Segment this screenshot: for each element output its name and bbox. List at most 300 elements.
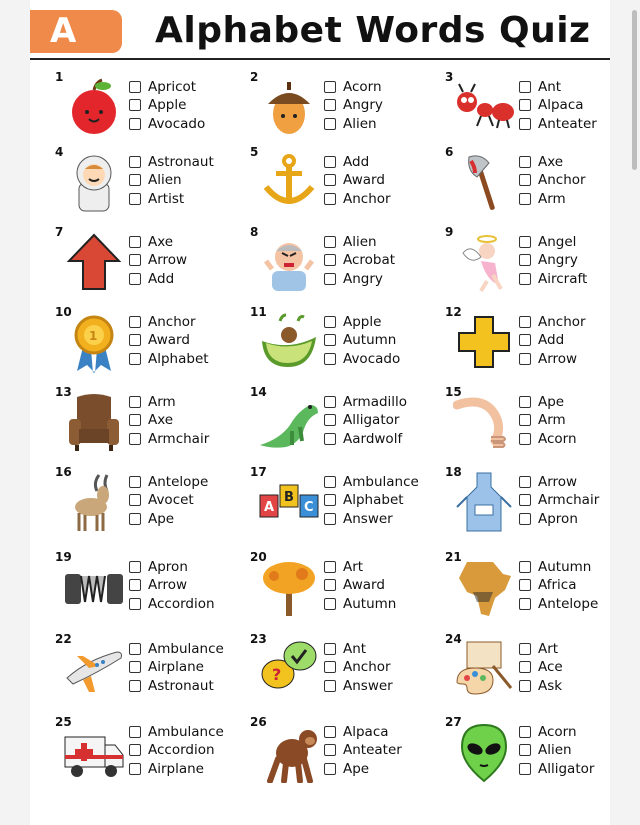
option-label: Anchor bbox=[343, 659, 391, 676]
answer-options bbox=[129, 393, 209, 448]
checkbox[interactable] bbox=[324, 726, 336, 738]
option-label: Avocado bbox=[343, 350, 401, 367]
quiz-item bbox=[445, 145, 635, 225]
answer-option[interactable] bbox=[519, 658, 563, 676]
checkbox[interactable] bbox=[324, 513, 336, 525]
checkbox[interactable] bbox=[519, 353, 531, 365]
svg-text:1: 1 bbox=[89, 329, 98, 343]
answer-option[interactable] bbox=[129, 331, 209, 349]
angel-icon bbox=[453, 231, 515, 293]
option-label: Ambulance bbox=[343, 474, 419, 491]
quiz-item bbox=[55, 550, 245, 630]
checkbox[interactable] bbox=[129, 643, 141, 655]
answer-option[interactable] bbox=[519, 190, 586, 208]
answer-option[interactable] bbox=[129, 350, 209, 368]
svg-text:A: A bbox=[264, 500, 275, 515]
checkbox[interactable] bbox=[519, 396, 531, 408]
answer-option[interactable] bbox=[519, 153, 586, 171]
item-number: 17 bbox=[250, 465, 267, 479]
answer-options bbox=[129, 723, 224, 778]
option-label: Arrow bbox=[148, 252, 188, 269]
answer-options bbox=[324, 640, 393, 695]
quiz-item bbox=[250, 305, 440, 385]
alien-icon bbox=[453, 721, 515, 783]
axe-icon bbox=[453, 151, 515, 213]
quiz-item bbox=[445, 305, 635, 385]
checkbox[interactable] bbox=[129, 726, 141, 738]
answer-option[interactable] bbox=[324, 760, 402, 778]
checkbox[interactable] bbox=[324, 236, 336, 248]
answer-option[interactable] bbox=[324, 96, 383, 114]
option-label: Ace bbox=[538, 659, 563, 676]
checkbox[interactable] bbox=[324, 433, 336, 445]
answer-option[interactable] bbox=[519, 171, 586, 189]
checkbox[interactable] bbox=[129, 118, 141, 130]
answer-option[interactable] bbox=[519, 411, 577, 429]
option-label: Anchor bbox=[538, 314, 586, 331]
letter-badge bbox=[30, 10, 122, 53]
checkbox[interactable] bbox=[324, 680, 336, 692]
quiz-item bbox=[55, 225, 245, 305]
option-label: Add bbox=[343, 154, 370, 171]
checkbox[interactable] bbox=[519, 81, 531, 93]
answer-option[interactable] bbox=[129, 233, 187, 251]
checkbox[interactable] bbox=[324, 193, 336, 205]
checkbox[interactable] bbox=[129, 316, 141, 328]
checkbox[interactable] bbox=[129, 476, 141, 488]
answer-option[interactable] bbox=[129, 78, 205, 96]
answer-options bbox=[129, 640, 224, 695]
answer-option[interactable] bbox=[519, 510, 599, 528]
checkbox[interactable] bbox=[519, 174, 531, 186]
answer-option[interactable] bbox=[129, 658, 224, 676]
answer-option[interactable] bbox=[129, 115, 205, 133]
option-label: Artist bbox=[148, 190, 185, 207]
checkbox[interactable] bbox=[324, 334, 336, 346]
checkbox[interactable] bbox=[519, 763, 531, 775]
option-label: Ape bbox=[148, 510, 175, 527]
option-label: Ambulance bbox=[148, 641, 224, 658]
option-label: Add bbox=[148, 270, 175, 287]
item-number: 2 bbox=[250, 70, 259, 84]
answer-option[interactable] bbox=[324, 658, 393, 676]
quiz-item bbox=[250, 145, 440, 225]
checkbox[interactable] bbox=[324, 353, 336, 365]
checkbox[interactable] bbox=[129, 763, 141, 775]
option-label: Angel bbox=[538, 234, 577, 251]
checkbox[interactable] bbox=[324, 118, 336, 130]
checkbox[interactable] bbox=[324, 598, 336, 610]
answer-option[interactable] bbox=[519, 760, 594, 778]
option-label: Alien bbox=[343, 234, 377, 251]
option-label: Ask bbox=[538, 677, 563, 694]
answer-option[interactable] bbox=[324, 171, 391, 189]
answer-option[interactable] bbox=[324, 153, 391, 171]
quiz-item bbox=[55, 385, 245, 465]
answer-option[interactable] bbox=[519, 96, 597, 114]
checkbox[interactable] bbox=[519, 156, 531, 168]
answer-options bbox=[129, 153, 214, 208]
award-icon bbox=[63, 311, 125, 373]
checkbox[interactable] bbox=[519, 273, 531, 285]
answer-option[interactable] bbox=[324, 190, 391, 208]
option-label: Award bbox=[343, 577, 385, 594]
checkbox[interactable] bbox=[519, 414, 531, 426]
answer-option[interactable] bbox=[129, 760, 224, 778]
answer-option[interactable] bbox=[324, 595, 396, 613]
checkbox[interactable] bbox=[519, 643, 531, 655]
checkbox[interactable] bbox=[324, 414, 336, 426]
checkbox[interactable] bbox=[129, 680, 141, 692]
checkbox[interactable] bbox=[324, 316, 336, 328]
option-label: Autumn bbox=[343, 332, 397, 349]
answer-option[interactable] bbox=[324, 350, 400, 368]
checkbox[interactable] bbox=[129, 193, 141, 205]
answer-option[interactable] bbox=[324, 576, 396, 594]
option-label: Apricot bbox=[148, 79, 197, 96]
answer-option[interactable] bbox=[324, 640, 393, 658]
answer-option[interactable] bbox=[519, 115, 597, 133]
checkbox[interactable] bbox=[129, 99, 141, 111]
option-label: Acorn bbox=[538, 430, 577, 447]
answer-option[interactable] bbox=[324, 430, 407, 448]
art-palette-icon bbox=[453, 638, 515, 700]
checkbox[interactable] bbox=[519, 118, 531, 130]
option-label: Alien bbox=[148, 172, 182, 189]
option-label: Anteater bbox=[343, 742, 402, 759]
checkbox[interactable] bbox=[129, 273, 141, 285]
astronaut-icon bbox=[63, 151, 125, 213]
option-label: Angry bbox=[343, 97, 383, 114]
answer-option[interactable] bbox=[519, 393, 577, 411]
item-number: 7 bbox=[55, 225, 64, 239]
checkbox[interactable] bbox=[129, 334, 141, 346]
option-label: Antelope bbox=[538, 595, 599, 612]
checkbox[interactable] bbox=[519, 661, 531, 673]
checkbox[interactable] bbox=[324, 763, 336, 775]
option-label: Aircraft bbox=[538, 270, 588, 287]
option-label: Astronaut bbox=[148, 154, 214, 171]
quiz-item bbox=[445, 550, 635, 630]
checkbox[interactable] bbox=[519, 579, 531, 591]
checkbox[interactable] bbox=[129, 579, 141, 591]
option-label: Arm bbox=[538, 412, 566, 429]
answer-options bbox=[129, 473, 208, 528]
checkbox[interactable] bbox=[519, 193, 531, 205]
angry-man-icon bbox=[258, 231, 320, 293]
option-label: Apron bbox=[148, 559, 188, 576]
answer-option[interactable] bbox=[519, 313, 586, 331]
checkbox[interactable] bbox=[519, 513, 531, 525]
answer-option[interactable] bbox=[324, 411, 407, 429]
quiz-item bbox=[55, 305, 245, 385]
airplane-icon bbox=[63, 638, 125, 700]
checkbox[interactable] bbox=[129, 353, 141, 365]
badge-letter: A bbox=[50, 11, 77, 51]
answer-option[interactable] bbox=[324, 510, 419, 528]
item-number: 27 bbox=[445, 715, 462, 729]
answer-option[interactable] bbox=[519, 677, 563, 695]
svg-text:?: ? bbox=[272, 665, 282, 684]
option-label: Ape bbox=[538, 394, 565, 411]
checkbox[interactable] bbox=[324, 744, 336, 756]
option-label: Ambulance bbox=[148, 724, 224, 741]
avocado-icon bbox=[258, 311, 320, 373]
answer-option[interactable] bbox=[129, 640, 224, 658]
checkbox[interactable] bbox=[519, 598, 531, 610]
answer-option[interactable] bbox=[129, 411, 209, 429]
checkbox[interactable] bbox=[129, 433, 141, 445]
answer-options bbox=[324, 723, 402, 778]
checkbox[interactable] bbox=[519, 561, 531, 573]
checkbox[interactable] bbox=[129, 174, 141, 186]
option-label: Arrow bbox=[148, 577, 188, 594]
checkbox[interactable] bbox=[324, 174, 336, 186]
ape-icon bbox=[258, 721, 320, 783]
option-label: Acorn bbox=[538, 724, 577, 741]
checkbox[interactable] bbox=[519, 494, 531, 506]
quiz-item bbox=[250, 225, 440, 305]
answer-option[interactable] bbox=[324, 558, 396, 576]
item-number: 1 bbox=[55, 70, 64, 84]
quiz-item bbox=[55, 70, 245, 150]
option-label: Apple bbox=[343, 314, 382, 331]
answer-option[interactable] bbox=[129, 491, 208, 509]
answer-option[interactable] bbox=[129, 430, 209, 448]
checkbox[interactable] bbox=[129, 494, 141, 506]
answer-option[interactable] bbox=[324, 251, 395, 269]
answer-option[interactable] bbox=[324, 115, 383, 133]
option-label: Add bbox=[538, 332, 565, 349]
checkbox[interactable] bbox=[129, 661, 141, 673]
option-label: Ant bbox=[343, 641, 367, 658]
answer-option[interactable] bbox=[519, 491, 599, 509]
alligator-icon bbox=[258, 391, 320, 453]
answer-option[interactable] bbox=[519, 576, 598, 594]
item-number: 26 bbox=[250, 715, 267, 729]
checkbox[interactable] bbox=[324, 156, 336, 168]
svg-text:B: B bbox=[284, 490, 294, 505]
checkbox[interactable] bbox=[324, 273, 336, 285]
option-label: Aardwolf bbox=[343, 430, 403, 447]
option-label: Alligator bbox=[538, 760, 595, 777]
quiz-item bbox=[445, 70, 635, 150]
checkbox[interactable] bbox=[519, 254, 531, 266]
armchair-icon bbox=[63, 391, 125, 453]
checkbox[interactable] bbox=[129, 396, 141, 408]
apron-icon bbox=[453, 471, 515, 533]
checkbox[interactable] bbox=[519, 334, 531, 346]
option-label: Answer bbox=[343, 677, 393, 694]
option-label: Antelope bbox=[148, 474, 209, 491]
checkbox[interactable] bbox=[324, 643, 336, 655]
answer-option[interactable] bbox=[519, 331, 586, 349]
answer-option[interactable] bbox=[129, 558, 215, 576]
checkbox[interactable] bbox=[324, 81, 336, 93]
option-label: Avocado bbox=[148, 115, 206, 132]
option-label: Alphabet bbox=[148, 350, 209, 367]
checkbox[interactable] bbox=[129, 156, 141, 168]
answer-option[interactable] bbox=[129, 96, 205, 114]
checkbox[interactable] bbox=[129, 561, 141, 573]
answer-option[interactable] bbox=[129, 153, 214, 171]
answer-option[interactable] bbox=[129, 473, 208, 491]
checkbox[interactable] bbox=[519, 433, 531, 445]
checkbox[interactable] bbox=[519, 744, 531, 756]
anchor-icon bbox=[258, 151, 320, 213]
option-label: Alien bbox=[538, 742, 572, 759]
answer-options bbox=[519, 393, 577, 448]
quiz-item bbox=[250, 70, 440, 150]
option-label: Angry bbox=[343, 270, 383, 287]
answer-option[interactable] bbox=[129, 677, 224, 695]
item-number: 22 bbox=[55, 632, 72, 646]
answer-option[interactable] bbox=[324, 331, 400, 349]
quiz-item bbox=[250, 632, 440, 712]
answer-option[interactable] bbox=[519, 270, 587, 288]
option-label: Arm bbox=[148, 394, 176, 411]
answer-options bbox=[519, 558, 598, 613]
checkbox[interactable] bbox=[129, 236, 141, 248]
item-number: 13 bbox=[55, 385, 72, 399]
checkbox[interactable] bbox=[324, 561, 336, 573]
answer-option[interactable] bbox=[129, 393, 209, 411]
answer-option[interactable] bbox=[324, 473, 419, 491]
answer-option[interactable] bbox=[129, 741, 224, 759]
checkbox[interactable] bbox=[129, 254, 141, 266]
answer-option[interactable] bbox=[324, 270, 395, 288]
answer-option[interactable] bbox=[129, 595, 215, 613]
item-number: 16 bbox=[55, 465, 72, 479]
svg-text:C: C bbox=[304, 500, 314, 515]
answer-option[interactable] bbox=[324, 78, 383, 96]
answer-option[interactable] bbox=[129, 171, 214, 189]
answer-option[interactable] bbox=[324, 313, 400, 331]
arrow-icon bbox=[63, 231, 125, 293]
answer-options bbox=[519, 473, 599, 528]
answer-options bbox=[129, 78, 205, 133]
item-number: 12 bbox=[445, 305, 462, 319]
answer-options bbox=[519, 313, 586, 368]
answer-option[interactable] bbox=[324, 491, 419, 509]
option-label: Alpaca bbox=[538, 97, 584, 114]
checkbox[interactable] bbox=[129, 414, 141, 426]
checkbox[interactable] bbox=[519, 726, 531, 738]
answer-option[interactable] bbox=[519, 723, 594, 741]
checkbox[interactable] bbox=[519, 236, 531, 248]
answer-option[interactable] bbox=[129, 313, 209, 331]
option-label: Apron bbox=[538, 510, 578, 527]
item-number: 5 bbox=[250, 145, 259, 159]
answer-option[interactable] bbox=[519, 640, 563, 658]
option-label: Anchor bbox=[538, 172, 586, 189]
option-label: Avocet bbox=[148, 492, 194, 509]
africa-icon bbox=[453, 556, 515, 618]
answer-options bbox=[324, 233, 395, 288]
checkbox[interactable] bbox=[324, 661, 336, 673]
option-label: Axe bbox=[148, 412, 174, 429]
answer-options bbox=[324, 473, 419, 528]
option-label: Anteater bbox=[538, 115, 597, 132]
quiz-item bbox=[445, 385, 635, 465]
item-number: 18 bbox=[445, 465, 462, 479]
option-label: Alien bbox=[343, 115, 377, 132]
answer-option[interactable] bbox=[324, 677, 393, 695]
answer-options bbox=[129, 233, 187, 288]
answer-option[interactable] bbox=[129, 723, 224, 741]
answer-option[interactable] bbox=[519, 595, 598, 613]
checkbox[interactable] bbox=[324, 396, 336, 408]
checkbox[interactable] bbox=[129, 81, 141, 93]
answer-option[interactable] bbox=[129, 270, 187, 288]
checkbox[interactable] bbox=[324, 579, 336, 591]
option-label: Accordion bbox=[148, 595, 215, 612]
option-label: Ant bbox=[538, 79, 562, 96]
answer-option[interactable] bbox=[129, 510, 208, 528]
checkbox[interactable] bbox=[519, 476, 531, 488]
answer-options bbox=[324, 558, 396, 613]
option-label: Arrow bbox=[538, 350, 578, 367]
checkbox[interactable] bbox=[519, 316, 531, 328]
quiz-item bbox=[445, 632, 635, 712]
answer-options bbox=[519, 640, 563, 695]
answer-option[interactable] bbox=[129, 576, 215, 594]
answer-option[interactable] bbox=[519, 233, 587, 251]
quiz-item bbox=[250, 385, 440, 465]
checkbox[interactable] bbox=[324, 476, 336, 488]
antelope-icon bbox=[63, 471, 125, 533]
item-number: 24 bbox=[445, 632, 462, 646]
answer-option[interactable] bbox=[519, 78, 597, 96]
option-label: Armchair bbox=[538, 492, 600, 509]
checkbox[interactable] bbox=[324, 99, 336, 111]
option-label: Alphabet bbox=[343, 492, 404, 509]
apple-icon bbox=[63, 76, 125, 138]
option-label: Arrow bbox=[538, 474, 578, 491]
answer-option[interactable] bbox=[519, 430, 577, 448]
option-label: Ape bbox=[343, 760, 370, 777]
answer-option[interactable] bbox=[519, 558, 598, 576]
option-label: Autumn bbox=[343, 595, 397, 612]
checkbox[interactable] bbox=[129, 513, 141, 525]
answer-option[interactable] bbox=[324, 393, 407, 411]
option-label: Armchair bbox=[148, 430, 210, 447]
answer-options bbox=[129, 313, 209, 368]
answer-options bbox=[519, 723, 594, 778]
answer-option[interactable] bbox=[324, 741, 402, 759]
answer-option[interactable] bbox=[519, 350, 586, 368]
checkbox[interactable] bbox=[519, 680, 531, 692]
quiz-item bbox=[445, 225, 635, 305]
answer-option[interactable] bbox=[324, 233, 395, 251]
answer-option[interactable] bbox=[519, 741, 594, 759]
quiz-item bbox=[55, 632, 245, 712]
quiz-item bbox=[445, 715, 635, 795]
checkbox[interactable] bbox=[324, 254, 336, 266]
divider bbox=[30, 58, 610, 60]
answer-option[interactable] bbox=[519, 251, 587, 269]
answer-option[interactable] bbox=[129, 251, 187, 269]
checkbox[interactable] bbox=[129, 598, 141, 610]
checkbox[interactable] bbox=[129, 744, 141, 756]
option-label: Alligator bbox=[343, 412, 400, 429]
checkbox[interactable] bbox=[324, 494, 336, 506]
answer-option[interactable] bbox=[129, 190, 214, 208]
answer-option[interactable] bbox=[519, 473, 599, 491]
answer-option[interactable] bbox=[324, 723, 402, 741]
option-label: Airplane bbox=[148, 760, 204, 777]
checkbox[interactable] bbox=[519, 99, 531, 111]
